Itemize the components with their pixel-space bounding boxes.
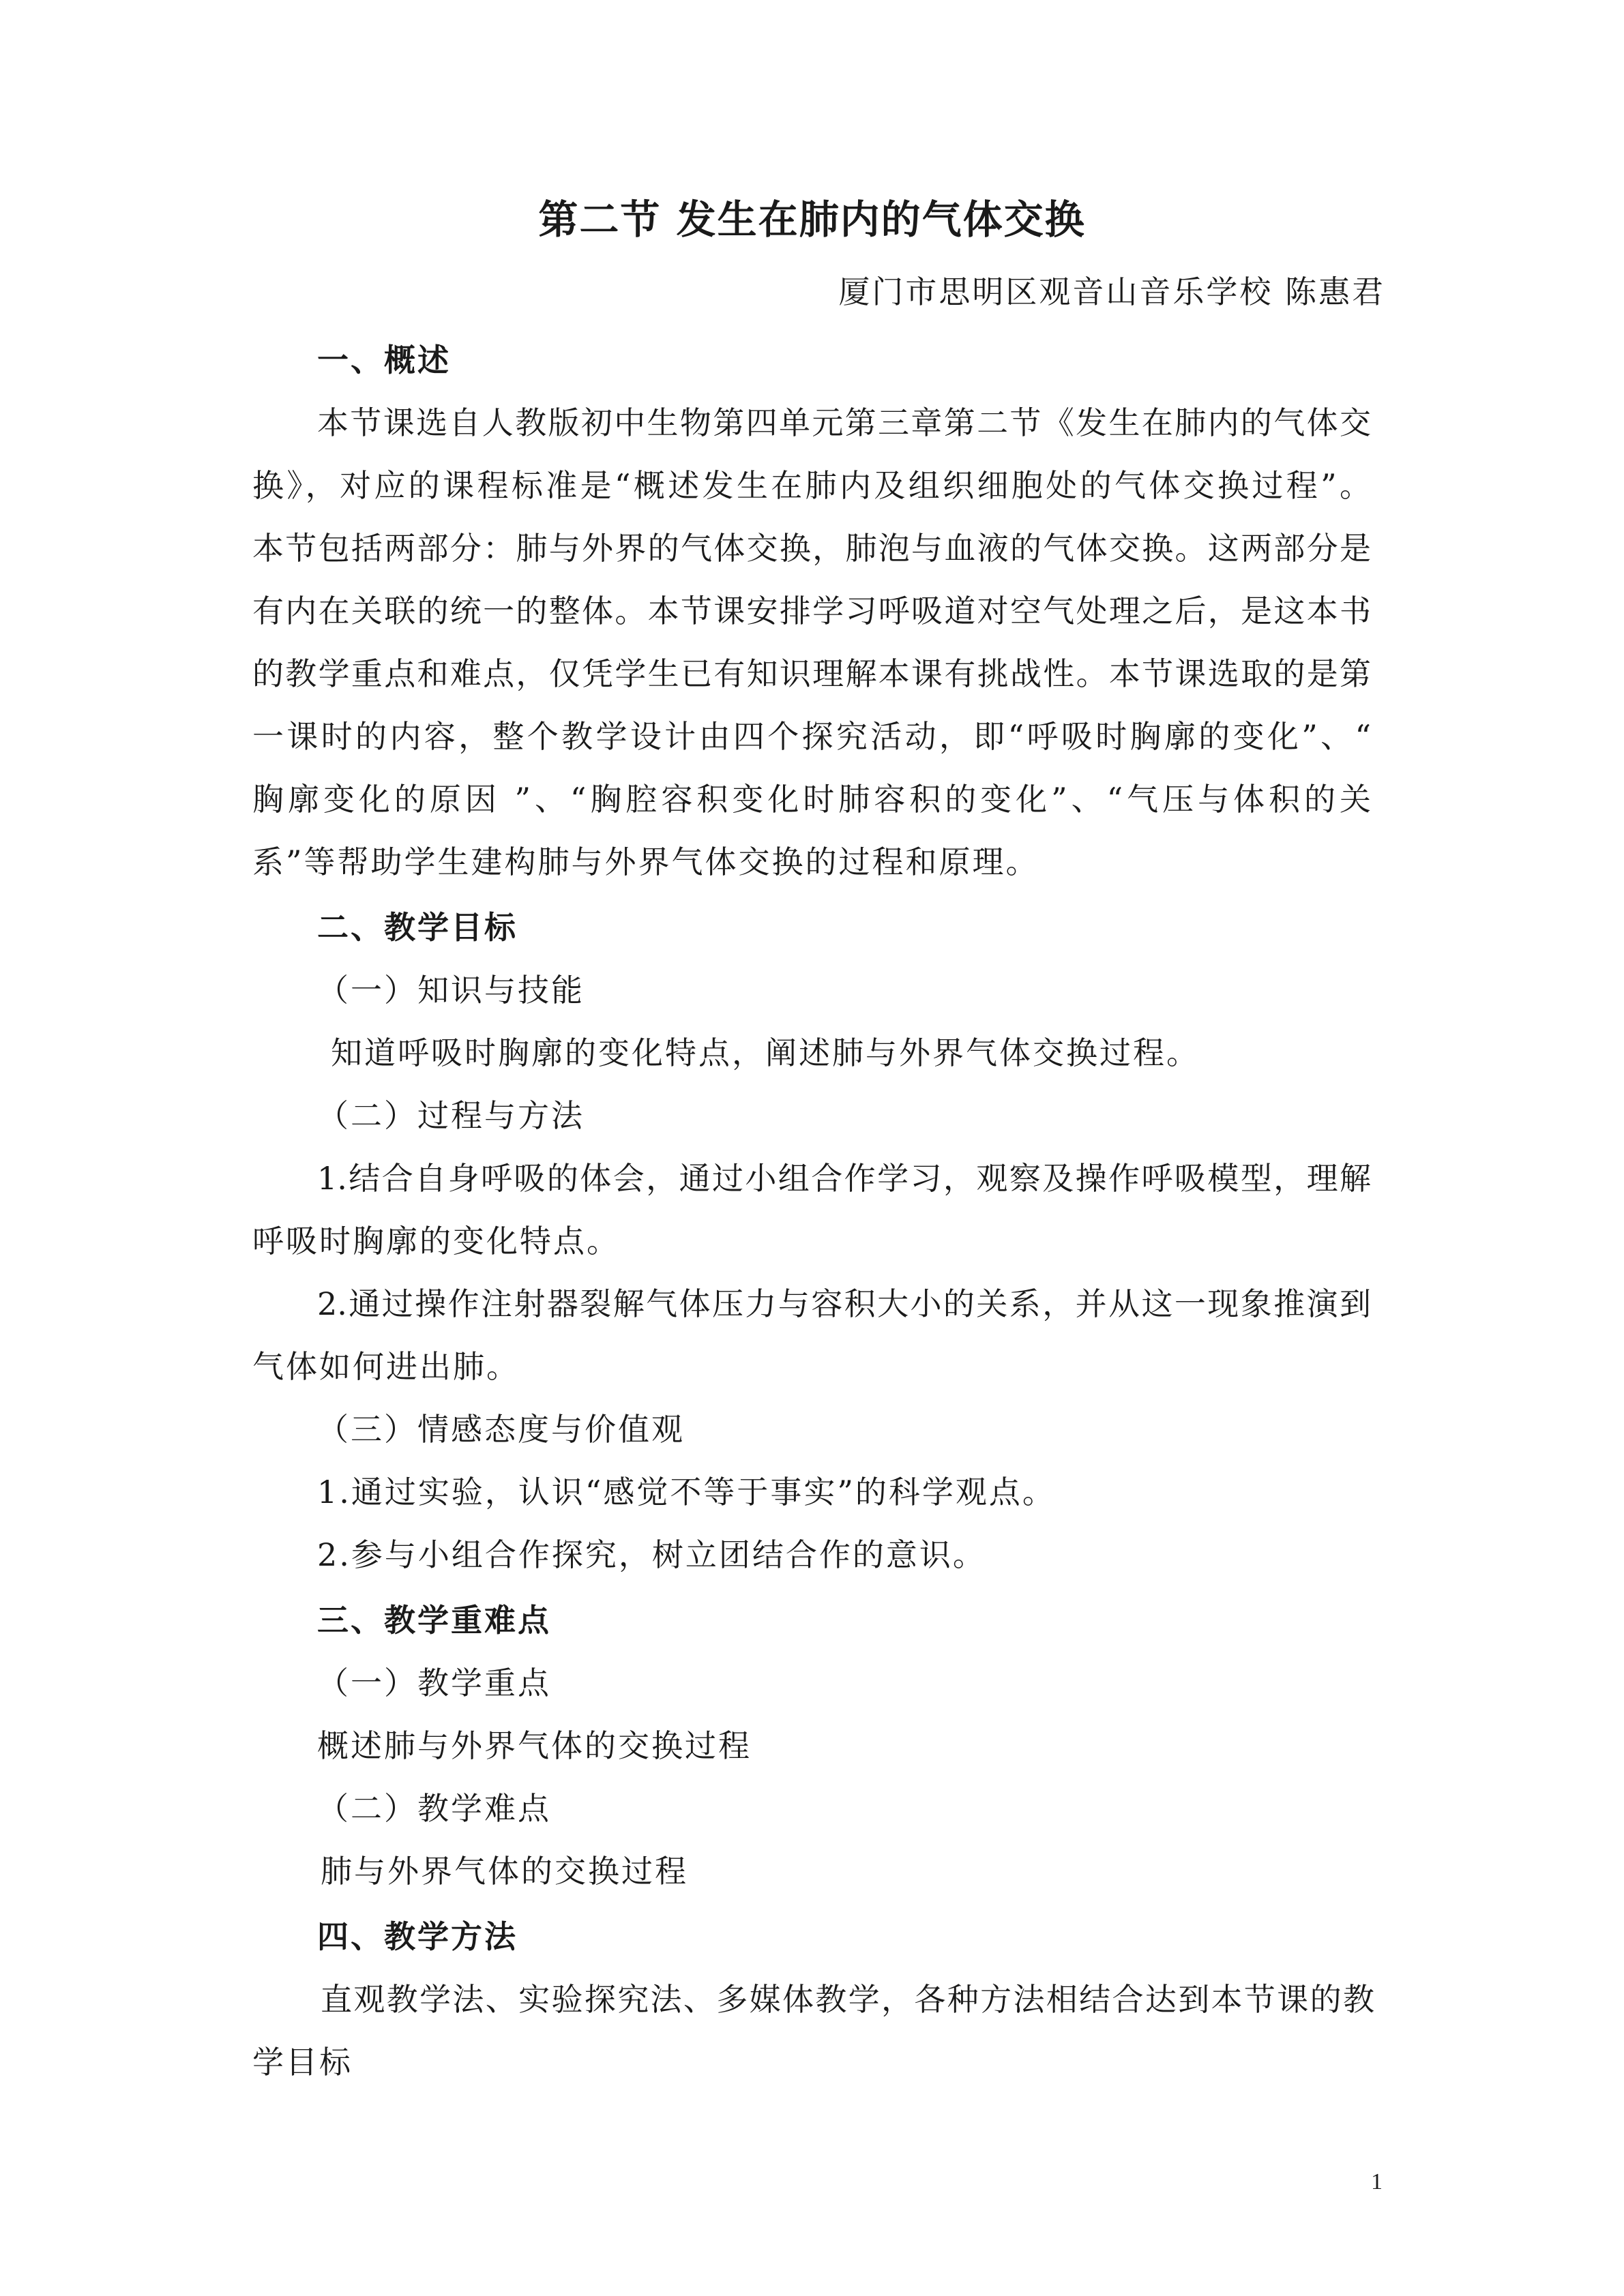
section-heading-objectives: 二、教学目标 (317, 909, 518, 946)
objective-item-line: 1.通过实验，认识“感觉不等于事实”的科学观点。 (317, 1474, 1056, 1510)
difficult-point-text: 肺与外界气体的交换过程 (321, 1853, 688, 1890)
methods-text-line: 学目标 (252, 2044, 353, 2081)
objective-item-line: 2.通过操作注射器裂解气体压力与容积大小的关系，并从这一现象推演到 (317, 1285, 1371, 1322)
paragraph-line: 系”等帮助学生建构肺与外界气体交换的过程和原理。 (252, 844, 1039, 880)
key-point-text: 概述肺与外界气体的交换过程 (317, 1727, 752, 1764)
author-line: 厦门市思明区观音山音乐学校 陈惠君 (838, 273, 1385, 310)
objective-item-line: 气体如何进出肺。 (252, 1348, 520, 1385)
paragraph-line: 换》，对应的课程标准是“概述发生在肺内及组织细胞处的气体交换过程”。 (252, 467, 1371, 504)
section-heading-key-points: 三、教学重难点 (317, 1602, 551, 1639)
methods-text-line: 直观教学法、实验探究法、多媒体教学，各种方法相结合达到本节课的教 (321, 1981, 1374, 2018)
subheading-key-point: （一）教学重点 (317, 1665, 551, 1701)
objective-item-line: 2.参与小组合作探究，树立团结合作的意识。 (317, 1536, 986, 1573)
objective-item-line: 1.结合自身呼吸的体会，通过小组合作学习，观察及操作呼吸模型，理解 (317, 1160, 1371, 1197)
paragraph-line: 本节课选自人教版初中生物第四单元第三章第二节《发生在肺内的气体交 (317, 404, 1371, 441)
paragraph-line: 本节包括两部分：肺与外界的气体交换，肺泡与血液的气体交换。这两部分是 (252, 530, 1371, 567)
subheading-knowledge-skills: （一）知识与技能 (317, 972, 585, 1009)
subheading-process-methods: （二）过程与方法 (317, 1097, 585, 1134)
objective-text: 知道呼吸时胸廓的变化特点，阐述肺与外界气体交换过程。 (331, 1034, 1200, 1071)
paragraph-line: 胸廓变化的原因 ”、“胸腔容积变化时肺容积的变化”、“气压与体积的关 (252, 781, 1371, 818)
paragraph-line: 一课时的内容，整个教学设计由四个探究活动，即“呼吸时胸廓的变化”、“ (252, 718, 1371, 755)
page-number: 1 (1371, 2169, 1383, 2194)
page-title: 第二节 发生在肺内的气体交换 (538, 196, 1086, 243)
subheading-attitudes-values: （三）情感态度与价值观 (317, 1411, 685, 1448)
paragraph-line: 有内在关联的统一的整体。本节课安排学习呼吸道对空气处理之后，是这本书 (252, 593, 1371, 629)
objective-item-line: 呼吸时胸廓的变化特点。 (252, 1223, 620, 1259)
paragraph-line: 的教学重点和难点，仅凭学生已有知识理解本课有挑战性。本节课选取的是第 (252, 655, 1371, 692)
subheading-difficult-point: （二）教学难点 (317, 1790, 551, 1827)
section-heading-methods: 四、教学方法 (317, 1918, 518, 1955)
section-heading-overview: 一、概述 (317, 342, 451, 378)
